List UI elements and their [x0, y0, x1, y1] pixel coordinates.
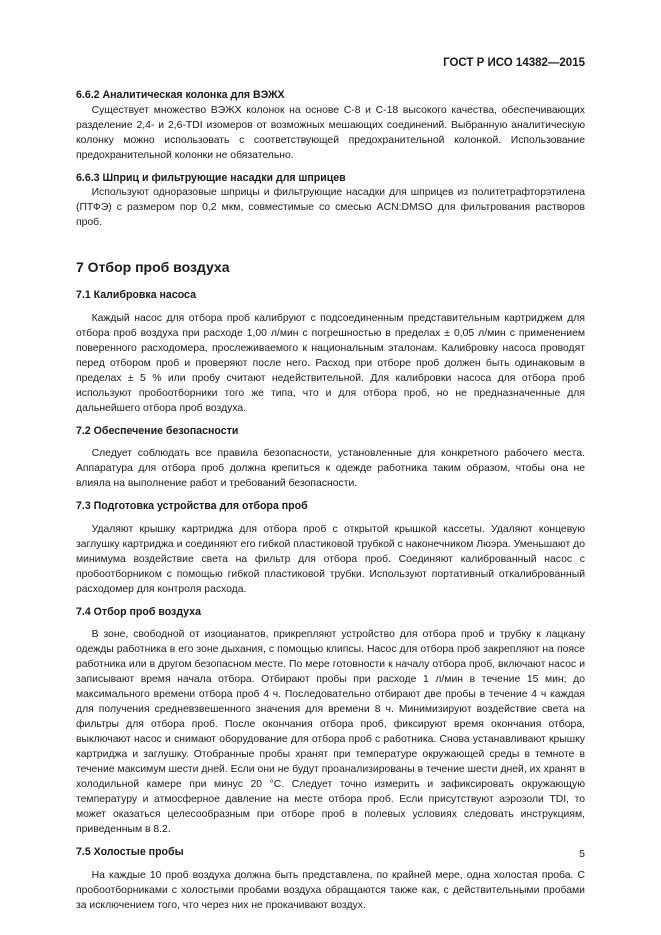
- document-body: [76, 88, 585, 913]
- section-7-1-text: Каждый насос для отбора проб калибруют с подсоединенным представительным картриджем для отбора проб воздуха при расходе 1,00 л/мин с погрешностью в пределах ± 0,05 л/мин с применением поверенного расходомера, прослеживаемого к национальным эталонам. Калибровку насоса проводят перед отбором проб и проверяют после него. Расход при отборе проб должен быть одинаковым в пределах ± 5 % или пробу считают недействительной. Для калибровки насоса для отбора проб используют пробоотборники того же типа, что и для отбора проб, но не предназначенные для дальнейшего отбора проб воздуха.: [76, 312, 585, 414]
- section-7-4-text: В зоне, свободной от изоцианатов, прикрепляют устройство для отбора проб и трубку к лацкану одежды работника в его зоне дыхания, с помощью клипсы. Насос для отбора проб закрепляют на поясе работника или в другом безопасном месте. По мере готовности к началу отбора проб, включают насос и записывают время начала отбора. Отбирают пробы при расходе 1 л/мин в течение 15 мин; до максимального времени отбора проб 4 ч. Последовательно отбирают две пробы в течение 4 ч каждая для получения средневзвешенного значения для времени 8 ч. Минимизируют воздействие света на фильтры для отбора проб. После окончания отбора проб, фиксируют время окончания отбора, выключают насос и снимают оборудование для отбора проб с работника. Снова устанавливают крышку картриджа и заглушку. Отобранные пробы хранят при температуре окружающей среды в темноте в течение максимум шести дней. Если они не будут проанализированы в течение шести дней, их хранят в холодильной камере при минус 20 °C. Следует точно измерить и зафиксировать окружающую температуру и атмосферное давление на месте отбора проб. Если присутствуют аэрозоли TDI, то может оказаться целесообразным при отборе проб в полевых условиях следовать инструкциям, приведенным в 8.2.: [76, 629, 585, 835]
- section-7-1-title: 7.1 Калибровка насоса: [76, 289, 196, 301]
- section-7-3-text: Удаляют крышку картриджа для отбора проб с открытой крышкой кассеты. Удаляют концевую заглушку картриджа и соединяют его гибкой пластиковой трубкой с наконечником Люэра. Уменьшают до минимума воздействие света на фильтр для отбора проб. Соединяют калиброванный насос с пробоотборником с помощью гибкой пластиковой трубки. Используют портативный откалиброванный расходомер для контроля расхода.: [76, 523, 585, 595]
- section-6-6-2-title: 6.6.2 Аналитическая колонка для ВЭЖХ: [76, 89, 285, 101]
- page-number: 5: [579, 848, 585, 860]
- section-6-6-3-title: 6.6.3 Шприц и фильтрующие насадки для шприцев: [76, 171, 346, 184]
- document-id: ГОСТ Р ИСО 14382—2015: [443, 57, 585, 69]
- section-7-3-title: 7.3 Подготовка устройства для отбора проб: [76, 500, 308, 512]
- section-7-2-text: Следует соблюдать все правила безопасности, установленные для конкретного рабочего места. Аппаратура для отбора проб должна крепиться к одежде работника таким образом, чтобы она не влияла на выполнение работ и требований безопасности.: [76, 448, 585, 489]
- section-7-2-title: 7.2 Обеспечение безопасности: [76, 424, 239, 437]
- section-7-4-title: 7.4 Отбор проб воздуха: [76, 605, 201, 618]
- section-6-6-2-text: Существует множество ВЭЖХ колонок на основе C-8 и C-18 высокого качества, обеспечивающих разделение 2,4- и 2,6-TDI изомеров от возможных мешающих соединений. Выбранную аналитическую колонку можно использовать с соответствующей предохранительной колонкой. Использование предохранительной колонки не обязательно.: [76, 104, 585, 161]
- section-6-6-3-text: Используют одноразовые шприцы и фильтрующие насадки для шприцев из политетрафторэтилена (ПТФЭ) с размером пор 0,2 мкм, совместимые со смесью ACN:DMSO для фильтрования растворов проб.: [76, 187, 585, 228]
- section-7-5-title: 7.5 Холостые пробы: [76, 846, 184, 858]
- section-7-title: 7 Отбор проб воздуха: [76, 259, 230, 275]
- section-7-5-text: На каждые 10 проб воздуха должна быть представлена, по крайней мере, одна холостая проба. С пробоотборниками с холостыми пробами воздуха обращаются также как, с действительными пробами за исключением того, что через них не прокачивают воздух.: [76, 869, 585, 911]
